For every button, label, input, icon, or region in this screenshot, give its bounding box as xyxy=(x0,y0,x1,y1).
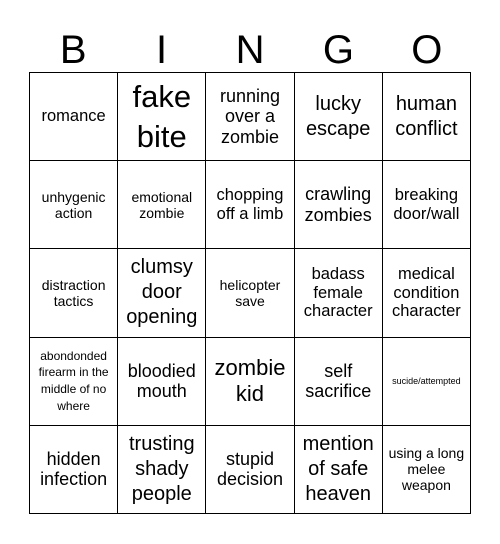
bingo-cell[interactable]: bloodied mouth xyxy=(118,338,206,426)
bingo-cell[interactable]: zombie kid xyxy=(206,338,294,426)
bingo-cell[interactable]: stupid decision xyxy=(206,426,294,514)
bingo-cell[interactable]: mention of safe heaven xyxy=(295,426,383,514)
bingo-cell[interactable]: abondonded firearm in the middle of no where xyxy=(30,338,118,426)
bingo-cell[interactable]: crawling zombies xyxy=(295,161,383,249)
header-letter-n: N xyxy=(235,28,265,72)
bingo-cell[interactable]: romance xyxy=(30,73,118,161)
bingo-cell[interactable]: running over a zombie xyxy=(206,73,294,161)
bingo-cell[interactable]: medical condition character xyxy=(383,249,471,337)
bingo-cell[interactable]: unhygenic action xyxy=(30,161,118,249)
bingo-cell[interactable]: clumsy door opening xyxy=(118,249,206,337)
bingo-cell[interactable]: using a long melee weapon xyxy=(383,426,471,514)
bingo-cell[interactable]: hidden infection xyxy=(30,426,118,514)
bingo-cell[interactable]: distraction tactics xyxy=(30,249,118,337)
header-letter-g: G xyxy=(322,28,354,72)
bingo-grid xyxy=(29,72,471,514)
bingo-header xyxy=(29,28,471,72)
bingo-cell[interactable]: emotional zombie xyxy=(118,161,206,249)
bingo-cell[interactable]: chopping off a limb xyxy=(206,161,294,249)
bingo-cell[interactable]: sucide/attempted xyxy=(383,338,471,426)
header-letter-o: O xyxy=(411,28,443,72)
bingo-cell[interactable]: trusting shady people xyxy=(118,426,206,514)
bingo-cell[interactable]: lucky escape xyxy=(295,73,383,161)
bingo-cell[interactable]: fake bite xyxy=(118,73,206,161)
header-letter-i: I xyxy=(156,28,168,72)
bingo-cell[interactable]: helicopter save xyxy=(206,249,294,337)
bingo-cell[interactable]: breaking door/wall xyxy=(383,161,471,249)
bingo-cell[interactable]: human conflict xyxy=(383,73,471,161)
bingo-cell[interactable]: badass female character xyxy=(295,249,383,337)
bingo-cell[interactable]: self sacrifice xyxy=(295,338,383,426)
header-letter-b: B xyxy=(59,28,87,72)
